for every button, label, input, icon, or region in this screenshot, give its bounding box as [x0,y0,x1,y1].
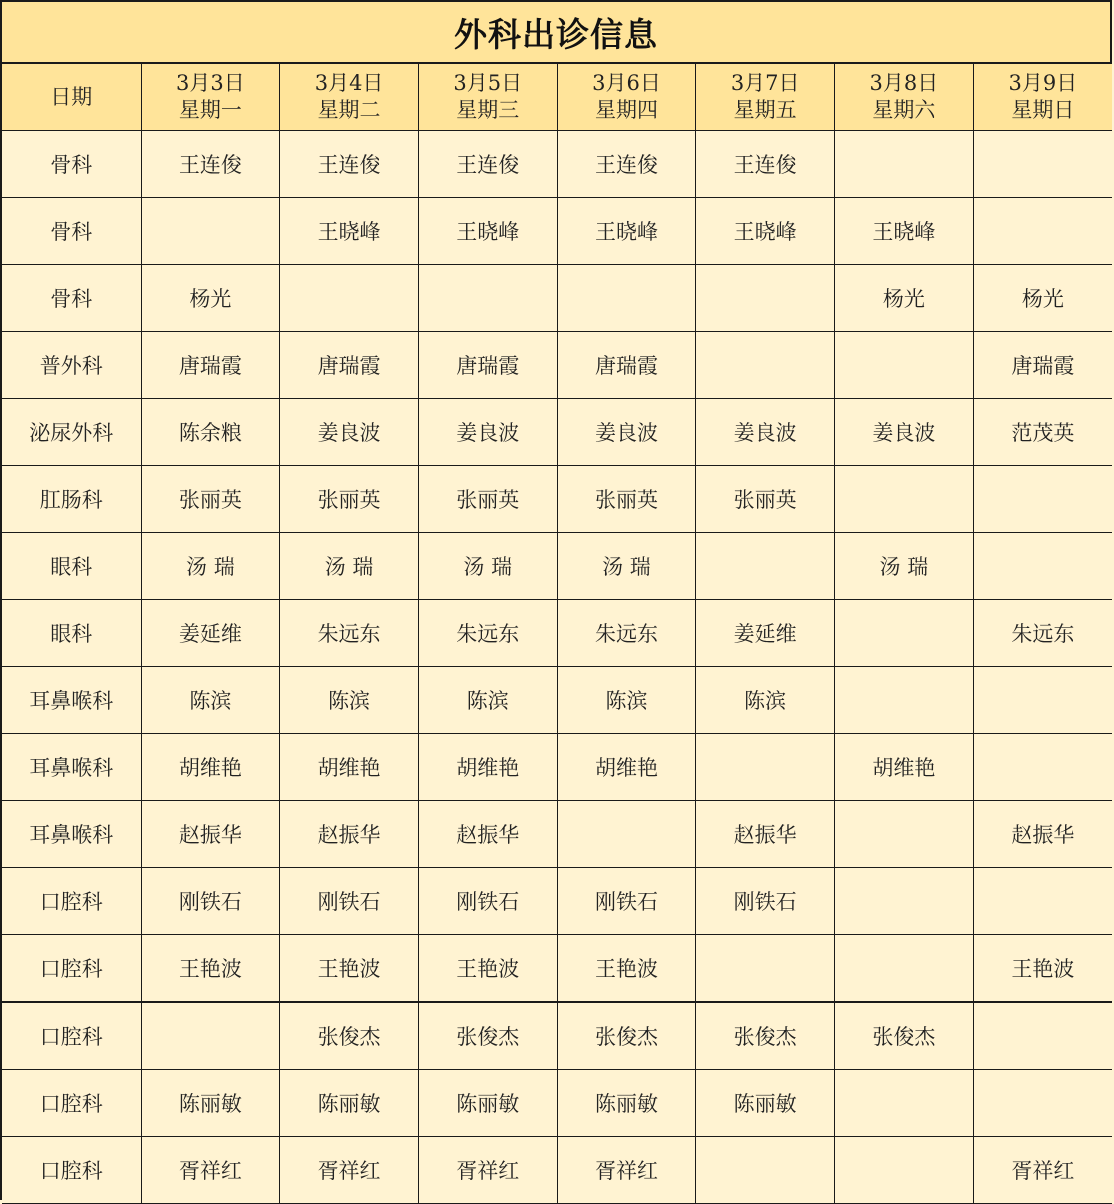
doctor-cell: 汤 瑞 [557,533,696,600]
doctor-cell: 王艳波 [141,935,280,1003]
doctor-cell [835,868,974,935]
table-row [2,801,1112,868]
header-date: 3月7日 [730,71,800,95]
department-cell: 骨科 [2,131,141,198]
table-row [2,466,1112,533]
department-cell: 眼科 [2,533,141,600]
doctor-cell: 胡维艳 [141,734,280,801]
doctor-cell [835,332,974,399]
table-row [2,198,1112,265]
doctor-cell: 姜延维 [696,600,835,667]
doctor-cell: 胡维艳 [418,734,557,801]
table-row [2,332,1112,399]
doctor-cell: 陈丽敏 [280,1070,419,1137]
header-weekday: 星期三 [456,98,520,122]
department-cell: 口腔科 [2,935,141,1003]
department-cell: 肛肠科 [2,466,141,533]
doctor-cell [835,1137,974,1204]
doctor-cell [835,667,974,734]
doctor-cell: 赵振华 [141,801,280,868]
table-row [2,265,1112,332]
doctor-cell [696,734,835,801]
doctor-cell: 汤 瑞 [280,533,419,600]
doctor-cell: 陈丽敏 [557,1070,696,1137]
doctor-cell: 朱远东 [418,600,557,667]
doctor-cell [835,600,974,667]
doctor-cell: 赵振华 [280,801,419,868]
header-day [835,64,974,131]
doctor-cell: 王艳波 [557,935,696,1003]
doctor-cell: 刚铁石 [696,868,835,935]
header-date: 3月3日 [176,71,245,95]
schedule-table [2,64,1112,1204]
doctor-cell [835,801,974,868]
doctor-cell: 姜良波 [696,399,835,466]
doctor-cell: 胥祥红 [557,1137,696,1204]
header-day [280,64,419,131]
doctor-cell: 唐瑞霞 [418,332,557,399]
doctor-cell: 姜良波 [557,399,696,466]
doctor-cell: 陈滨 [418,667,557,734]
doctor-cell: 张丽英 [557,466,696,533]
table-row [2,1070,1112,1137]
table-row [2,868,1112,935]
doctor-cell: 唐瑞霞 [280,332,419,399]
table-row [2,533,1112,600]
doctor-cell: 胡维艳 [557,734,696,801]
doctor-cell: 陈滨 [280,667,419,734]
doctor-cell: 王晓峰 [418,198,557,265]
header-day [973,64,1112,131]
doctor-cell [835,935,974,1003]
doctor-cell: 汤 瑞 [418,533,557,600]
doctor-cell: 姜良波 [418,399,557,466]
doctor-cell: 王连俊 [280,131,419,198]
doctor-cell [696,1137,835,1204]
header-weekday: 星期日 [1011,98,1075,122]
department-cell: 耳鼻喉科 [2,667,141,734]
doctor-cell: 唐瑞霞 [557,332,696,399]
doctor-cell [973,868,1112,935]
doctor-cell [696,332,835,399]
header-weekday: 星期一 [178,98,242,122]
doctor-cell: 张丽英 [418,466,557,533]
doctor-cell [557,801,696,868]
doctor-cell: 陈丽敏 [696,1070,835,1137]
doctor-cell: 王艳波 [418,935,557,1003]
doctor-cell [557,265,696,332]
doctor-cell [835,131,974,198]
doctor-cell: 张俊杰 [280,1002,419,1070]
doctor-cell: 杨光 [973,265,1112,332]
table-row [2,1137,1112,1204]
doctor-cell: 王连俊 [418,131,557,198]
doctor-cell: 张丽英 [141,466,280,533]
doctor-cell [696,935,835,1003]
header-date: 3月5日 [453,71,523,95]
doctor-cell [973,1002,1112,1070]
doctor-cell: 胥祥红 [973,1137,1112,1204]
table-row [2,1002,1112,1070]
doctor-cell: 王晓峰 [280,198,419,265]
header-date: 3月9日 [1008,71,1078,95]
doctor-cell [973,667,1112,734]
doctor-cell: 王晓峰 [696,198,835,265]
doctor-cell: 张俊杰 [418,1002,557,1070]
department-cell: 骨科 [2,198,141,265]
doctor-cell [696,265,835,332]
doctor-cell [418,265,557,332]
doctor-cell: 王艳波 [280,935,419,1003]
doctor-cell: 朱远东 [557,600,696,667]
header-weekday: 星期五 [733,98,797,122]
doctor-cell: 朱远东 [973,600,1112,667]
doctor-cell [696,533,835,600]
doctor-cell: 陈丽敏 [141,1070,280,1137]
doctor-cell: 刚铁石 [418,868,557,935]
table-row [2,935,1112,1003]
doctor-cell: 胡维艳 [835,734,974,801]
doctor-cell [973,533,1112,600]
department-cell: 泌尿外科 [2,399,141,466]
doctor-cell: 朱远东 [280,600,419,667]
doctor-cell: 汤 瑞 [835,533,974,600]
doctor-cell [973,1070,1112,1137]
doctor-cell: 王晓峰 [835,198,974,265]
department-cell: 耳鼻喉科 [2,801,141,868]
doctor-cell: 张丽英 [280,466,419,533]
doctor-cell: 陈滨 [141,667,280,734]
doctor-cell: 杨光 [141,265,280,332]
doctor-cell [973,466,1112,533]
doctor-cell: 王艳波 [973,935,1112,1003]
doctor-cell: 张俊杰 [557,1002,696,1070]
doctor-cell: 唐瑞霞 [973,332,1112,399]
doctor-cell: 陈余粮 [141,399,280,466]
doctor-cell: 唐瑞霞 [141,332,280,399]
doctor-cell: 张俊杰 [835,1002,974,1070]
department-cell: 耳鼻喉科 [2,734,141,801]
header-weekday: 星期四 [594,98,658,122]
table-row [2,734,1112,801]
doctor-cell: 胥祥红 [280,1137,419,1204]
doctor-cell: 赵振华 [418,801,557,868]
doctor-cell: 王连俊 [141,131,280,198]
doctor-cell: 胥祥红 [141,1137,280,1204]
doctor-cell: 杨光 [835,265,974,332]
doctor-cell: 胡维艳 [280,734,419,801]
header-weekday: 星期二 [317,98,381,122]
doctor-cell: 刚铁石 [280,868,419,935]
doctor-cell [835,466,974,533]
doctor-cell: 赵振华 [696,801,835,868]
header-day [696,64,835,131]
department-cell: 口腔科 [2,1070,141,1137]
header-row [2,64,1112,131]
department-cell: 口腔科 [2,868,141,935]
department-cell: 口腔科 [2,1002,141,1070]
department-cell: 口腔科 [2,1137,141,1204]
doctor-cell: 刚铁石 [141,868,280,935]
doctor-cell: 张丽英 [696,466,835,533]
header-day [557,64,696,131]
doctor-cell: 胥祥红 [418,1137,557,1204]
header-date: 3月4日 [314,71,384,95]
doctor-cell [280,265,419,332]
doctor-cell: 姜良波 [835,399,974,466]
department-cell: 普外科 [2,332,141,399]
table-row [2,131,1112,198]
header-weekday: 星期六 [872,98,936,122]
department-cell: 眼科 [2,600,141,667]
doctor-cell: 姜良波 [280,399,419,466]
doctor-cell [973,734,1112,801]
doctor-cell [973,198,1112,265]
doctor-cell: 汤 瑞 [141,533,280,600]
doctor-cell: 姜延维 [141,600,280,667]
doctor-cell [141,1002,280,1070]
doctor-cell [141,198,280,265]
doctor-cell: 陈滨 [557,667,696,734]
table-row [2,667,1112,734]
doctor-cell [973,131,1112,198]
table-row [2,600,1112,667]
table-row [2,399,1112,466]
doctor-cell: 刚铁石 [557,868,696,935]
doctor-cell: 赵振华 [973,801,1112,868]
header-date: 3月6日 [592,71,661,95]
header-date: 3月8日 [869,71,939,95]
doctor-cell: 张俊杰 [696,1002,835,1070]
doctor-cell: 王连俊 [696,131,835,198]
doctor-cell: 王连俊 [557,131,696,198]
doctor-cell: 陈滨 [696,667,835,734]
page-title: 外科出诊信息 [2,2,1110,64]
doctor-cell: 陈丽敏 [418,1070,557,1137]
header-date-label: 日期 [2,64,141,131]
header-day [418,64,557,131]
header-day [141,64,280,131]
doctor-cell [835,1070,974,1137]
doctor-cell: 王晓峰 [557,198,696,265]
doctor-cell: 范茂英 [973,399,1112,466]
department-cell: 骨科 [2,265,141,332]
schedule-body [2,131,1112,1204]
